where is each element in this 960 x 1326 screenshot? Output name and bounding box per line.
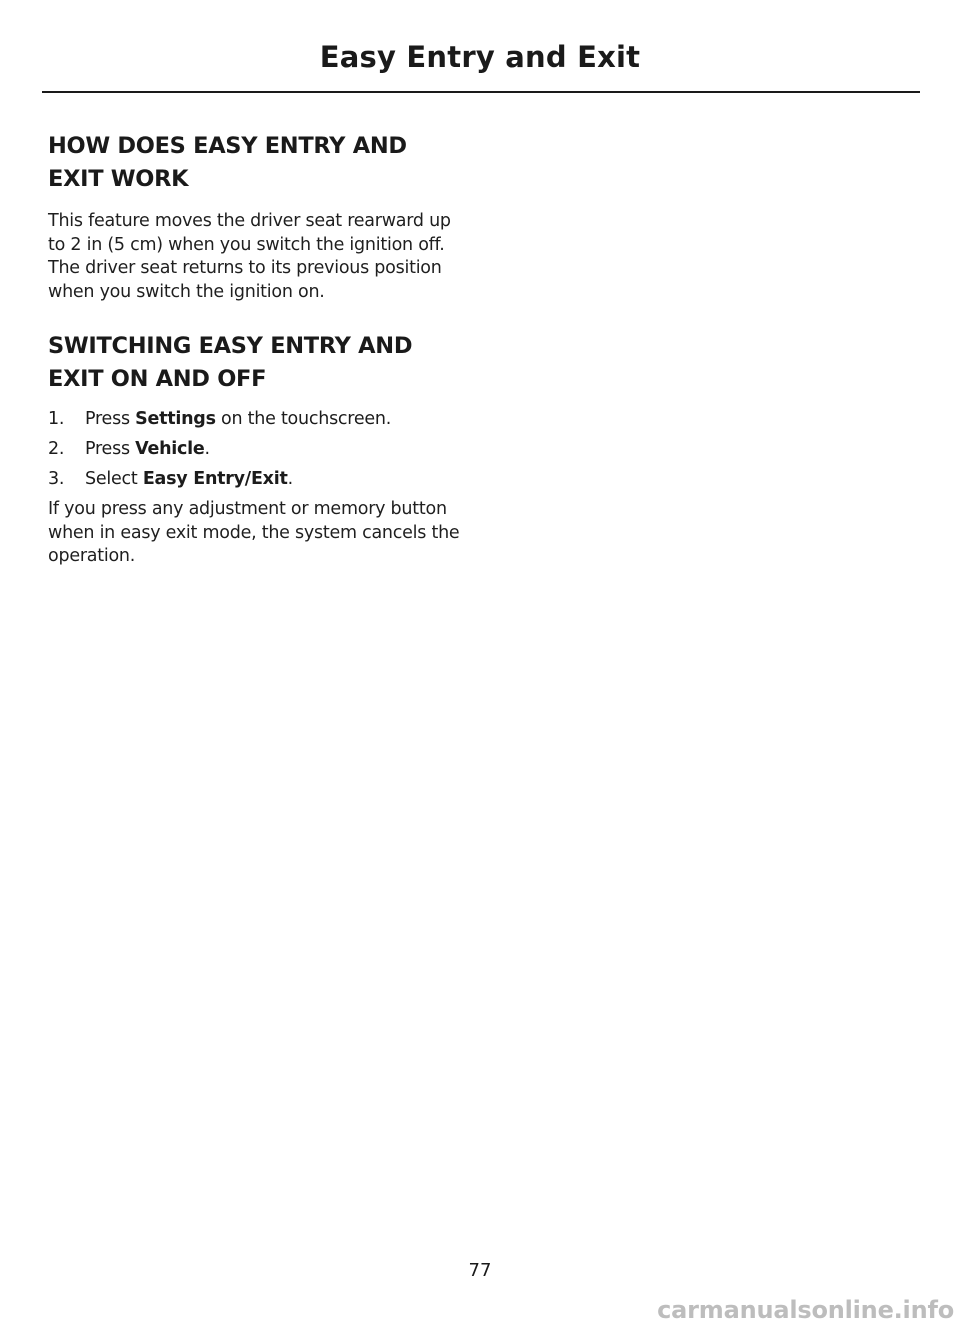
heading-line: EXIT ON AND OFF (48, 366, 267, 392)
step-bold-term: Settings (135, 409, 216, 429)
step-prefix: Press (85, 439, 136, 459)
step-suffix: on the touchscreen. (215, 409, 392, 429)
step-bold-term: Easy Entry/Exit (142, 469, 288, 489)
heading-line: SWITCHING EASY ENTRY AND (48, 333, 413, 359)
body-paragraph: This feature moves the driver seat rearward up to 2 in (5 cm) when you switch the ignition off. The driver seat returns to its previous position when you switch the ignition on. (48, 211, 451, 302)
page-number: 77 (468, 1260, 492, 1281)
step-number: 3. (48, 469, 65, 489)
heading-line: HOW DOES EASY ENTRY AND (48, 133, 407, 159)
step-item (48, 438, 468, 462)
heading-line: EXIT WORK (48, 166, 189, 192)
section-heading-how-it-works (48, 130, 468, 196)
step-text (85, 438, 210, 462)
step-item (48, 468, 468, 492)
header-divider (42, 91, 920, 93)
step-suffix: . (204, 439, 210, 459)
step-suffix: . (287, 469, 293, 489)
steps-list (48, 408, 468, 492)
note-paragraph: If you press any adjustment or memory button when in easy exit mode, the system cancels the operation. (48, 499, 460, 566)
step-number: 1. (48, 409, 65, 429)
content-column (48, 130, 468, 569)
step-bold-term: Vehicle (135, 439, 205, 459)
step-item (48, 408, 468, 432)
step-text (85, 408, 391, 432)
watermark: carmanualsonline.info (657, 1296, 954, 1324)
step-prefix: Press (85, 409, 136, 429)
step-text (85, 468, 293, 492)
step-number: 2. (48, 439, 65, 459)
page-header-title: Easy Entry and Exit (319, 40, 641, 74)
section-heading-switching (48, 330, 468, 396)
step-prefix: Select (85, 469, 143, 489)
